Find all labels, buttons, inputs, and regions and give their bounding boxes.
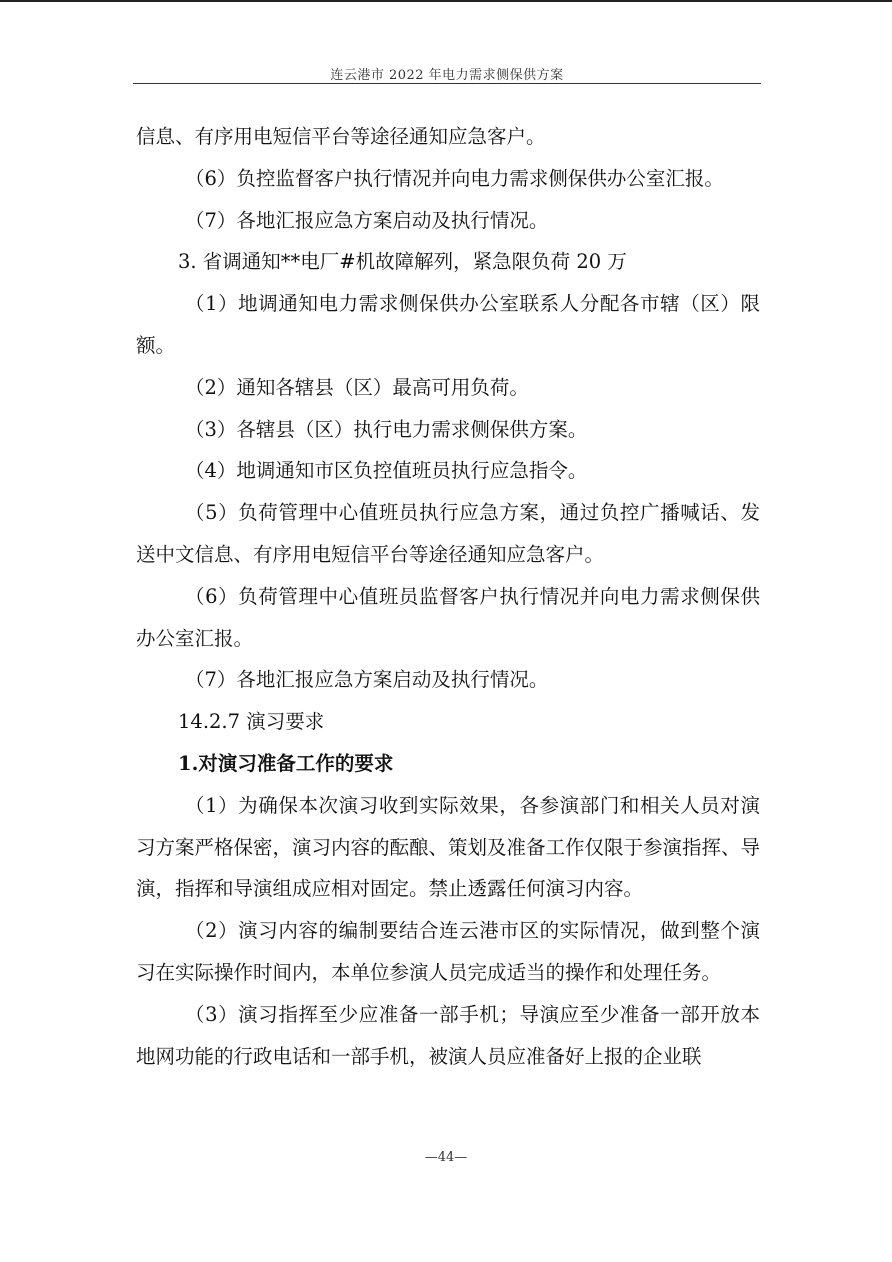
page-number: —44—: [424, 1150, 468, 1165]
paragraph: （2）通知各辖县（区）最高可用负荷。: [185, 375, 529, 399]
paragraph: （7）各地汇报应急方案启动及执行情况。: [185, 208, 549, 232]
paragraph: （6）负荷管理中心值班员监督客户执行情况并向电力需求侧保供办公室汇报。: [136, 584, 760, 650]
paragraph: （1）为确保本次演习收到实际效果，各参演部门和相关人员对演习方案严格保密，演习内容的酝酿、策划及准备工作仅限于参演指挥、导演，指挥和导演组成应相对固定。禁止透露任何演习内容。: [136, 793, 761, 901]
paragraph: （2）演习内容的编制要结合连云港市区的实际情况，做到整个演习在实际操作时间内，本单位参演人员完成适当的操作和处理任务。: [136, 919, 760, 984]
subsection-heading: 1.对演习准备工作的要求: [178, 751, 394, 775]
paragraph: （7）各地汇报应急方案启动及执行情况。: [185, 668, 549, 692]
document-body: [136, 116, 760, 1077]
section-item-heading: 3. 省调通知**电厂#机故障解列，紧急限负荷 20 万: [178, 250, 627, 274]
paragraph: （1）地调通知电力需求侧保供办公室联系人分配各市辖（区）限额。: [136, 292, 760, 357]
page-top-border: [0, 0, 892, 2]
paragraph: （3）演习指挥至少应准备一部手机；导演应至少准备一部开放本地网功能的行政电话和一部手机，被演人员应准备好上报的企业联: [136, 1002, 760, 1068]
page-header-title: 连云港市 2022 年电力需求侧保供方案: [330, 68, 564, 83]
paragraph: （6）负控监督客户执行情况并向电力需求侧保供办公室汇报。: [185, 166, 724, 190]
paragraph: （5）负荷管理中心值班员执行应急方案，通过负控广播喊话、发送中文信息、有序用电短信平台等途径通知应急客户。: [136, 501, 760, 566]
paragraph: （3）各辖县（区）执行电力需求侧保供方案。: [185, 417, 588, 441]
section-heading: 14.2.7 演习要求: [178, 710, 325, 734]
paragraph: （4）地调通知市区负控值班员执行应急指令。: [185, 459, 588, 483]
header-rule: [133, 83, 761, 84]
paragraph: 信息、有序用电短信平台等途径通知应急客户。: [136, 125, 546, 148]
